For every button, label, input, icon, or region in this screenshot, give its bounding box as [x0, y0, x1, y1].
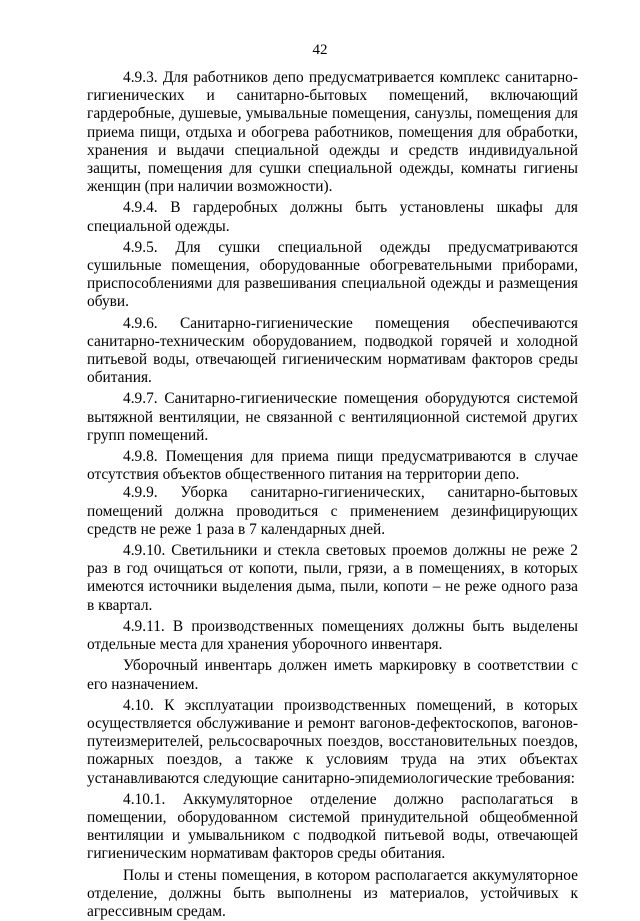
document-body [87, 69, 578, 921]
paragraph-4-9-3: 4.9.3. Для работников депо предусматривается комплекс санитарно-гигиенических и санитарно-бытовых помещений, включающий гардеробные, душевые, умывальные помещения, санузлы, помещения для приема пищи, отдыха и обогрева работников, помещения для обработки, хранения и выдачи специальной одежды и средств индивидуальной защиты, помещения для сушки специальной одежды, комнаты гигиены женщин (при наличии возможности). [87, 69, 578, 196]
paragraph-inventory-marking: Уборочный инвентарь должен иметь маркировку в соответствии с его назначением. [87, 657, 578, 693]
paragraph-4-9-7: 4.9.7. Санитарно-гигиенические помещения оборудуются системой вытяжной вентиляции, не связанной с вентиляционной системой других групп помещений. [87, 390, 578, 444]
paragraph-4-9-9: 4.9.9. Уборка санитарно-гигиенических, санитарно-бытовых помещений должна проводиться с применением дезинфицирующих средств не реже 1 раза в 7 календарных дней. [87, 484, 578, 538]
paragraph-4-9-4: 4.9.4. В гардеробных должны быть установлены шкафы для специальной одежды. [87, 199, 578, 235]
paragraph-floors-walls: Полы и стены помещения, в котором располагается аккумуляторное отделение, должны быть выполнены из материалов, устойчивых к агрессивным средам. [87, 866, 578, 920]
paragraph-4-9-8: 4.9.8. Помещения для приема пищи предусматриваются в случае отсутствия объектов общественного питания на территории депо. [87, 448, 578, 484]
paragraph-4-10: 4.10. К эксплуатации производственных помещений, в которых осуществляется обслуживание и ремонт вагонов-дефектоскопов, вагонов-путеизмерителей, рельсосварочных поездов, восстановительных поездов, пожарных поездов, а также к условиям труда на этих объектах устанавливаются следующие санитарно-эпидемиологические требования: [87, 696, 578, 787]
paragraph-4-9-10: 4.9.10. Светильники и стекла световых проемов должны не реже 2 раз в год очищаться от копоти, пыли, грязи, а в помещениях, в которых имеются источники выделения дыма, пыли, копоти – не реже одного раза в квартал. [87, 542, 578, 614]
page-number: 42 [312, 42, 328, 58]
paragraph-4-9-6: 4.9.6. Санитарно-гигиенические помещения обеспечиваются санитарно-техническим оборудованием, подводкой горячей и холодной питьевой воды, отвечающей гигиеническим нормативам факторов среды обитания. [87, 314, 578, 387]
paragraph-4-9-5: 4.9.5. Для сушки специальной одежды предусматриваются сушильные помещения, оборудованные обогревательными приборами, приспособлениями для развешивания специальной одежды и размещения обуви. [87, 238, 578, 311]
paragraph-4-9-11: 4.9.11. В производственных помещениях должны быть выделены отдельные места для хранения уборочного инвентаря. [87, 617, 578, 654]
paragraph-4-10-1: 4.10.1. Аккумуляторное отделение должно располагаться в помещении, оборудованном системой принудительной общеобменной вентиляции и умывальником с подводкой питьевой воды, отвечающей гигиеническим нормативам факторов среды обитания. [87, 790, 578, 863]
